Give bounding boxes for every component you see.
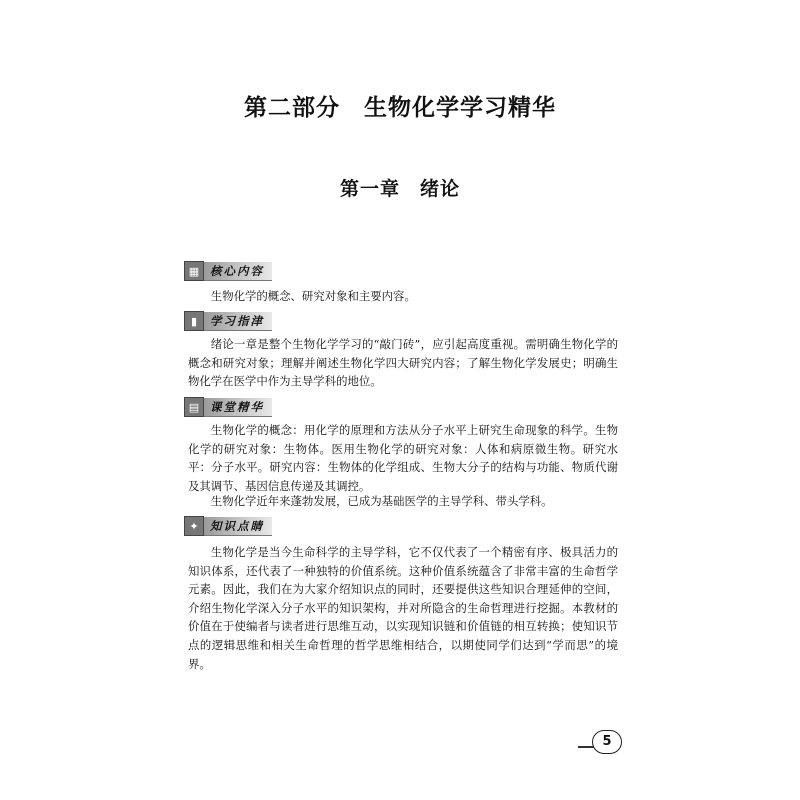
page-number-badge — [578, 730, 628, 758]
section-header-key-points — [184, 516, 272, 536]
section-label: 知识点睛 — [204, 517, 272, 536]
blackboard-icon: ▤ — [184, 397, 204, 417]
paragraph: 生物化学的概念：用化学的原理和方法从分子水平上研究生命现象的科学。生物化学的研究对象：生物体。医用生物化学的研究对象：人体和病原微生物。研究水平：分子水平。研究内容：生物体的化学组成、生物大分子的结构与功能、物质代谢及其调节、基因信息传递及其调控。 — [188, 423, 618, 493]
paragraph: 生物化学是当今生命科学的主导学科，它不仅代表了一个精密有序、极具活力的知识体系，还代表了一种独特的价值系统。这种价值系统蕴含了非常丰富的生命哲学元素。因此，我们在为大家介绍知识点的同时，还要提供这些知识合理延伸的空间，介绍生物化学深入分子水平的知识架构，并对所隐含的生命哲理进行挖掘。本教材的价值在于使编者与读者进行思维互动，以实现知识链和价值链的相互转换；使知识节点的逻辑思维和相关生命哲理的哲学思维相结合，以期使同学们达到“学而思”的境界。 — [188, 545, 618, 671]
section-label: 学习指津 — [204, 312, 272, 331]
page-number: 5 — [592, 730, 622, 754]
section-header-class-highlights — [184, 397, 272, 417]
section-header-core-content — [184, 261, 272, 281]
paragraph: 生物化学近年来蓬勃发展，已成为基础医学的主导学科、带头学科。 — [210, 494, 553, 508]
section-header-study-guide — [184, 311, 272, 331]
grid-icon: ▦ — [184, 261, 204, 281]
section-label: 课堂精华 — [204, 398, 272, 417]
lightbulb-icon: ✦ — [184, 516, 204, 536]
paragraph: 生物化学的概念、研究对象和主要内容。 — [210, 289, 416, 303]
section-label: 核心内容 — [204, 262, 272, 281]
part-title: 第二部分 生物化学学习精华 — [244, 95, 556, 121]
book-icon: ▮ — [184, 311, 204, 331]
paragraph: 绪论一章是整个生物化学学习的“敲门砖”，应引起高度重视。需明确生物化学的概念和研究对象；理解并阐述生物化学四大研究内容；了解生物化学发展史；明确生物化学在医学中作为主导学科的地位。 — [188, 337, 618, 389]
chapter-title: 第一章 绪论 — [339, 178, 460, 200]
